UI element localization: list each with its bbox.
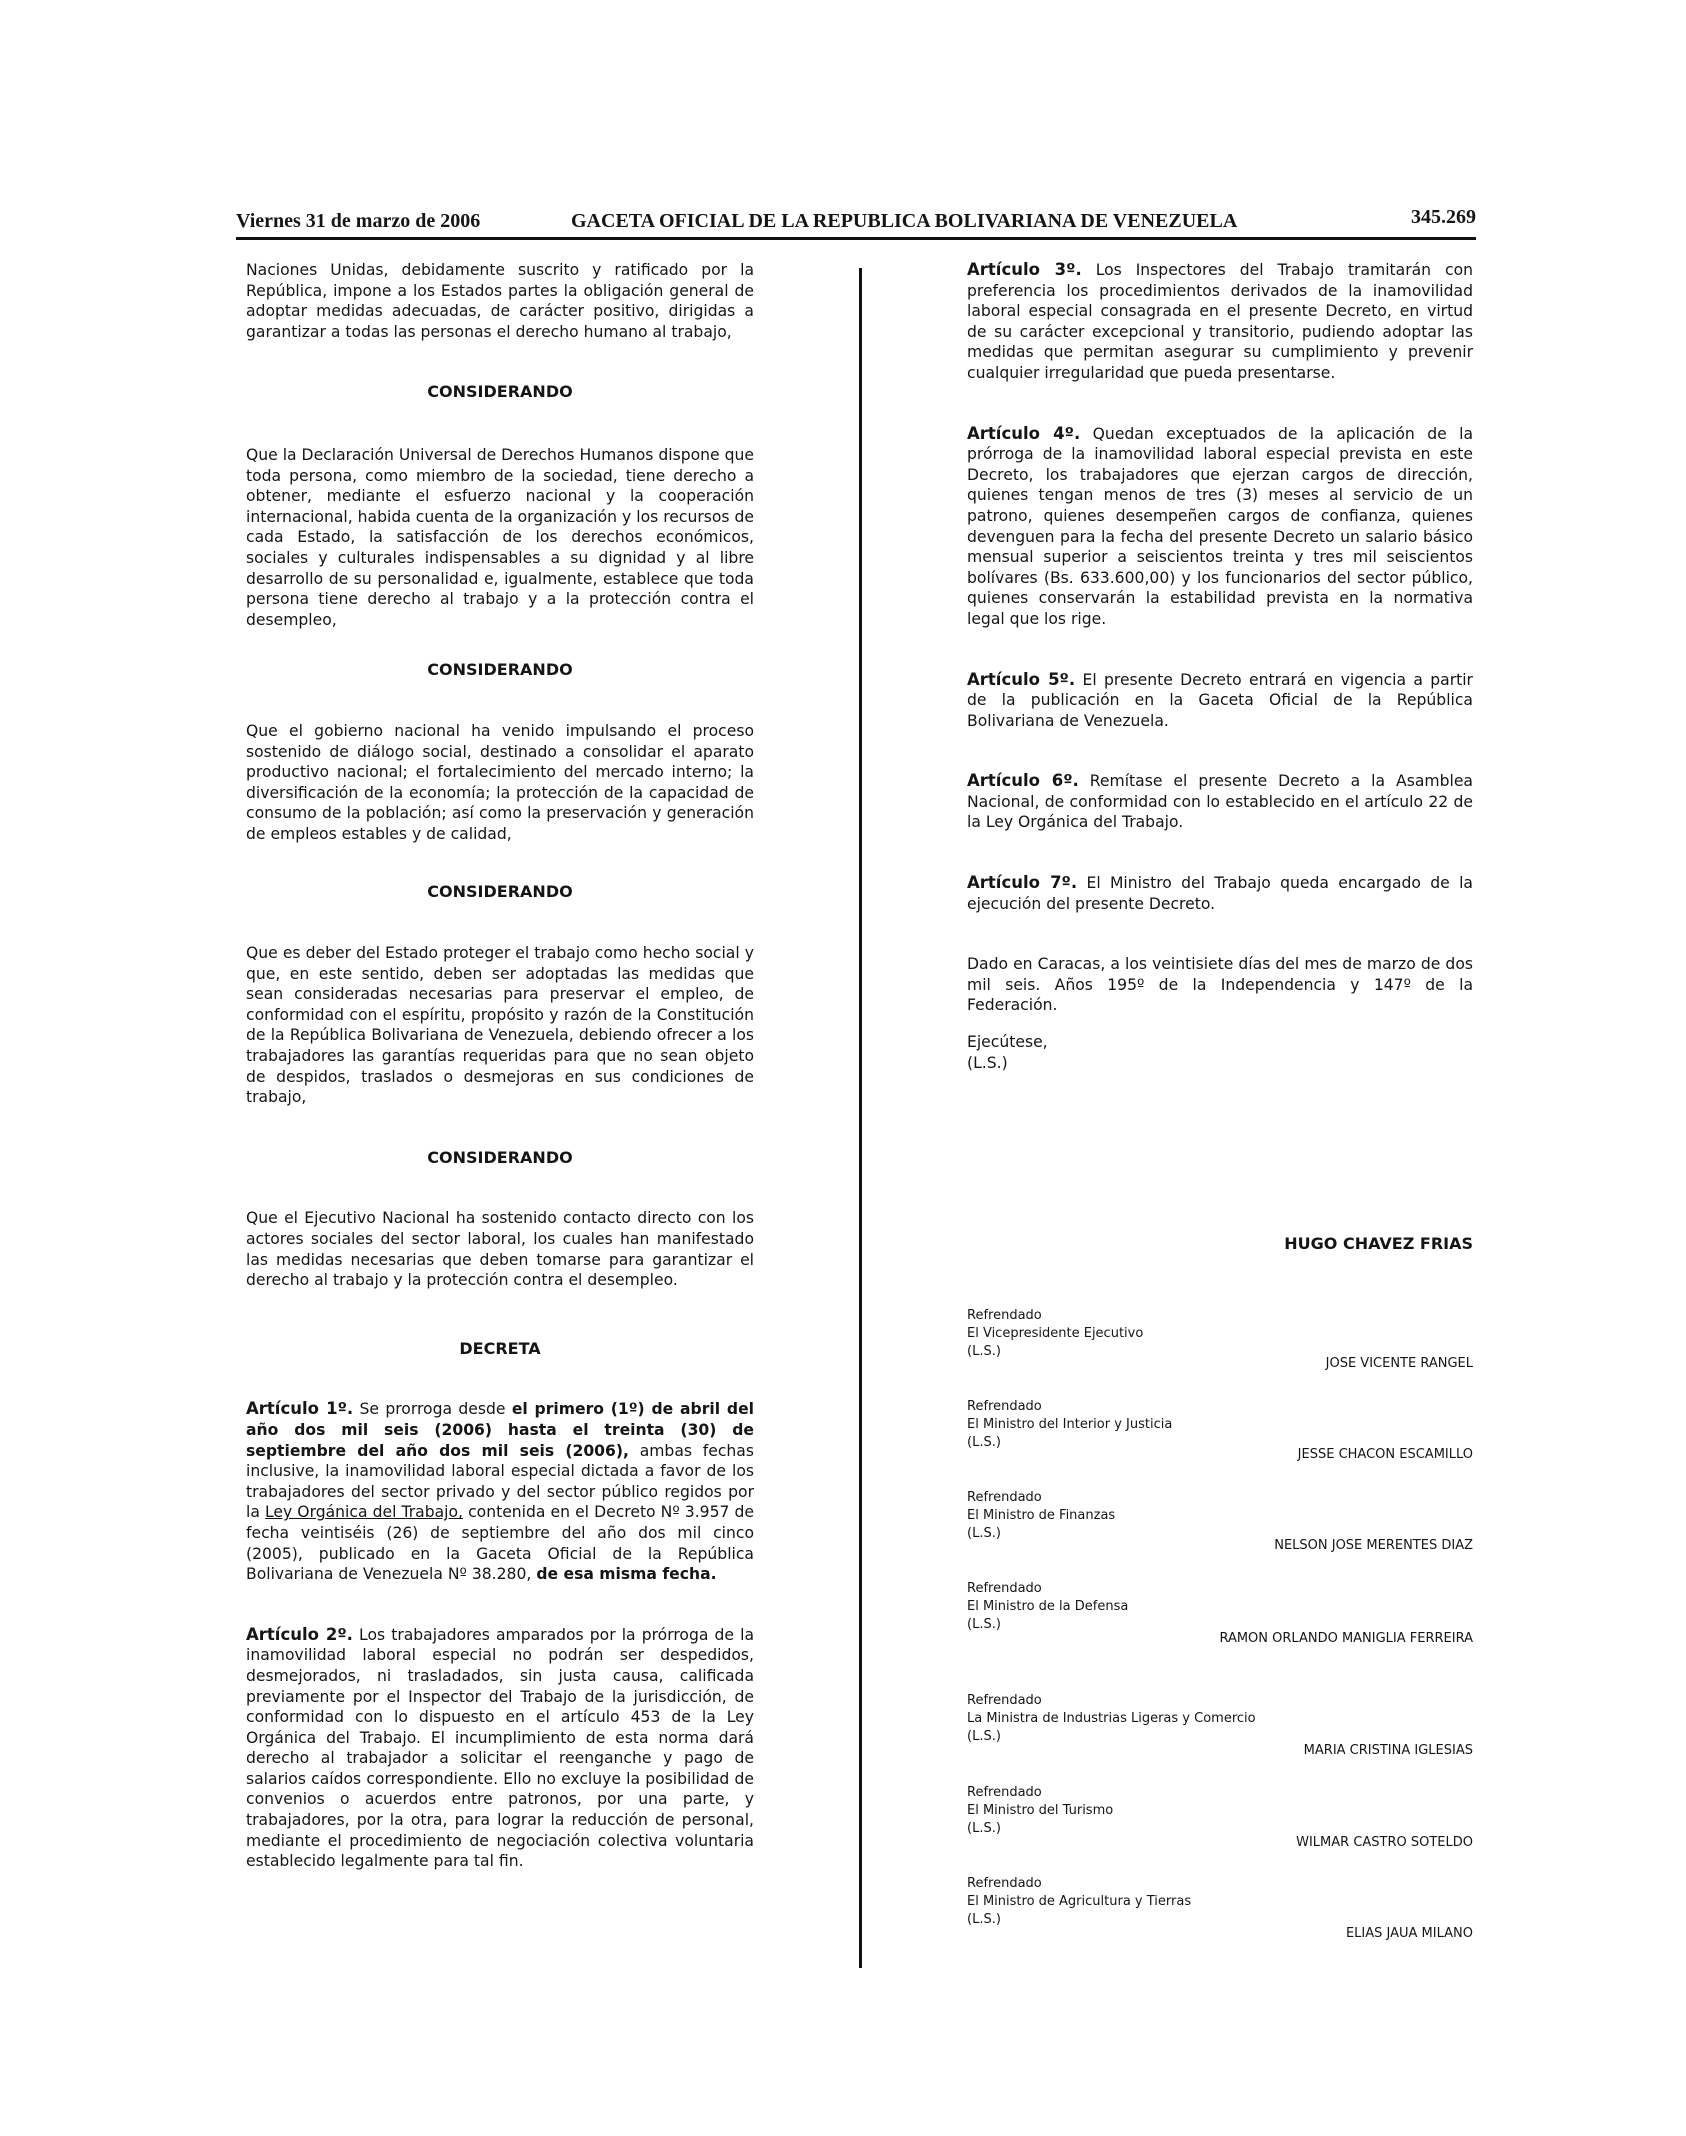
article-4-text: Quedan exceptuados de la aplicación de la prórroga de la inamovilidad laboral especial prevista en este Decreto, los trabajadores que ejerzan cargos de dirección, quienes tengan menos de tres (3) meses al servicio de un patrono, quienes desempeñen cargos de confianza, quienes devenguen para la fecha del presente Decreto un salario básico mensual superior a seiscientos treinta y tres mil seiscientos bolívares (Bs. 633.600,00) y los funcionarios del sector público, quienes conservarán la estabilidad prevista en la normativa legal que los rige. — [967, 424, 1473, 628]
left-column — [246, 260, 754, 1872]
signatory-ref: Refrendado — [967, 1399, 1042, 1414]
paragraph-intro: Naciones Unidas, debidamente suscrito y ratificado por la República, impone a los Estados partes la obligación general de adoptar medidas adecuadas, de carácter positivo, dirigidas a garantizar a todas las personas el derecho humano al trabajo, — [246, 261, 754, 341]
signatory-block — [967, 1692, 1473, 1756]
article-6-text: Remítase el presente Decreto a la Asamblea Nacional, de conformidad con lo establecido en el artículo 22 de la Ley Orgánica del Trabajo. — [967, 772, 1473, 832]
article-6-label: Artículo 6º. — [967, 771, 1079, 791]
signatory-office: El Ministro de Agricultura y Tierras — [967, 1894, 1192, 1909]
article-5-label: Artículo 5º. — [967, 669, 1076, 689]
signatory-office: El Ministro del Turismo — [967, 1803, 1114, 1818]
column-divider — [859, 268, 862, 1968]
article-7-label: Artículo 7º. — [967, 873, 1078, 893]
signatory-ls: (L.S.) — [967, 1821, 1001, 1836]
article-1-label: Artículo 1º. — [246, 1399, 354, 1419]
signatory-ref: Refrendado — [967, 1490, 1042, 1505]
article-1-text-b: ambas fechas inclusive, la inamovilidad laboral especial dictada a favor de los trabajadores del sector privado y del sector público regidos por la — [246, 1441, 754, 1522]
president-name: HUGO CHAVEZ FRIAS — [1284, 1234, 1473, 1253]
signatory-office: El Ministro de la Defensa — [967, 1599, 1129, 1614]
signatory-name: ELIAS JAUA MILANO — [1345, 1926, 1473, 1941]
article-1-law-ref: Ley Orgánica del Trabajo, — [264, 1503, 463, 1522]
heading-decreta: DECRETA — [459, 1338, 541, 1358]
heading-considerando-1: CONSIDERANDO — [427, 382, 573, 402]
signatory-ref: Refrendado — [967, 1693, 1042, 1708]
article-1 — [246, 1399, 754, 1584]
article-3-label: Artículo 3º. — [967, 260, 1082, 279]
signatory-office: El Ministro del Interior y Justicia — [967, 1417, 1173, 1432]
paragraph-considerando-1: Que la Declaración Universal de Derechos Humanos dispone que toda persona, como miembro de la sociedad, tiene derecho a obtener, mediante el esfuerzo nacional y la cooperación internacional, habida cuenta de la organización y los recursos de cada Estado, la satisfacción de los derechos económicos, sociales y culturales indispensables a su dignidad y al libre desarrollo de su personalidad e, igualmente, establece que toda persona tiene derecho al trabajo y a la protección contra el desempleo, — [246, 445, 754, 629]
signatory-block — [967, 1398, 1473, 1462]
article-1-text-c: contenida en el Decreto Nº 3.957 de fecha veintiséis (26) de septiembre del año dos mil cinco (2005), publicado en la Gaceta Oficial de la República Bolivariana de Venezuela Nº 38.280, — [246, 1503, 754, 1584]
article-6 — [967, 771, 1473, 833]
article-2-label: Artículo 2º. — [246, 1624, 353, 1644]
article-1-text-a: Se prorroga desde — [359, 1400, 506, 1419]
signatory-name: NELSON JOSE MERENTES DIAZ — [1274, 1538, 1473, 1553]
article-5-text: El presente Decreto entrará en vigencia a partir de la publicación en la Gaceta Oficial de la República Bolivariana de Venezuela. — [967, 670, 1473, 730]
article-4 — [967, 424, 1473, 630]
signatory-ref: Refrendado — [967, 1308, 1042, 1323]
signatory-ls: (L.S.) — [967, 1526, 1001, 1541]
signatory-ls: (L.S.) — [967, 1617, 1001, 1632]
signatory-ls: (L.S.) — [967, 1729, 1001, 1744]
page-number: 345.269 — [1411, 206, 1476, 228]
heading-considerando-2: CONSIDERANDO — [427, 660, 573, 680]
signatory-name: RAMON ORLANDO MANIGLIA FERREIRA — [1219, 1631, 1473, 1646]
paragraph-considerando-2: Que el gobierno nacional ha venido impulsando el proceso sostenido de diálogo social, destinado a consolidar el aparato productivo nacional; el fortalecimiento del mercado interno; la diversificación de la economía; la protección de la capacidad de consumo de la población; así como la preservación y generación de empleos estables y de calidad, — [246, 721, 754, 843]
signatory-ref: Refrendado — [967, 1785, 1042, 1800]
heading-considerando-4: CONSIDERANDO — [427, 1147, 573, 1167]
signatory-name: JOSE VICENTE RANGEL — [1325, 1356, 1473, 1371]
signatory-block — [967, 1580, 1473, 1644]
signatory-block — [967, 1307, 1473, 1371]
signatory-ref: Refrendado — [967, 1876, 1042, 1891]
signatory-ls: (L.S.) — [967, 1912, 1001, 1927]
article-1-dates: el primero (1º) de abril del año dos mil seis (2006) hasta el treinta (30) de septiembre del año dos mil seis (2006), — [246, 1400, 754, 1460]
article-3-text: Los Inspectores del Trabajo tramitarán con preferencia los procedimientos derivados de la inamovilidad laboral especial consagrada en el presente Decreto, en virtud de su carácter excepcional y transitorio, pudiendo adoptar las medidas que permitan asegurar su cumplimiento y prevenir cualquier irregularidad que pueda presentarse. — [967, 261, 1473, 382]
signatory-ls: (L.S.) — [967, 1435, 1001, 1450]
heading-considerando-3: CONSIDERANDO — [427, 882, 573, 902]
signatory-ls: (L.S.) — [967, 1344, 1001, 1359]
signatory-block — [967, 1875, 1473, 1939]
president-block — [967, 1235, 1473, 1259]
ejecutese-ls: (L.S.) — [967, 1053, 1008, 1072]
signatory-office: El Vicepresidente Ejecutivo — [967, 1326, 1144, 1341]
article-3 — [967, 260, 1473, 384]
signatory-block — [967, 1489, 1473, 1553]
header-date: Viernes 31 de marzo de 2006 — [236, 210, 481, 232]
header-title: GACETA OFICIAL DE LA REPUBLICA BOLIVARIANA DE VENEZUELA — [571, 210, 1238, 232]
article-1-end: de esa misma fecha. — [536, 1565, 717, 1584]
article-7-text: El Ministro del Trabajo queda encargado de la ejecución del presente Decreto. — [967, 874, 1473, 913]
signatory-office: La Ministra de Industrias Ligeras y Comercio — [967, 1711, 1256, 1726]
signatory-block — [967, 1784, 1473, 1848]
article-2-text: Los trabajadores amparados por la prórroga de la inamovilidad laboral especial no podrán ser despedidos, desmejorados, ni trasladados, sin justa causa, calificada previamente por el Inspector del Trabajo de la jurisdicción, de conformidad con lo dispuesto en el artículo 453 de la Ley Orgánica del Trabajo. El incumplimiento de esta norma dará derecho al trabajador a solicitar el reenganche y pago de salarios caídos correspondiente. Ello no excluye la posibilidad de convenios o acuerdos entre patronos, por una parte, y trabajadores, por la otra, para lograr la reducción de personal, mediante el procedimiento de negociación colectiva voluntaria establecido legalmente para tal fin. — [246, 1625, 754, 1871]
paragraph-considerando-3: Que es deber del Estado proteger el trabajo como hecho social y que, en este sentido, deben ser adoptadas las medidas que sean consideradas necesarias para preservar el empleo, de conformidad con el espíritu, propósito y razón de la Constitución de la República Bolivariana de Venezuela, debiendo ofrecer a los trabajadores las garantías requeridas para que no sean objeto de despidos, traslados o desmejoras en sus condiciones de trabajo, — [246, 944, 754, 1107]
article-7 — [967, 873, 1473, 914]
dado-en-caracas: Dado en Caracas, a los veintisiete días del mes de marzo de dos mil seis. Años 195º de la Independencia y 147º de la Federación. — [967, 955, 1473, 1015]
signatory-name: MARIA CRISTINA IGLESIAS — [1303, 1743, 1473, 1758]
signatory-name: WILMAR CASTRO SOTELDO — [1296, 1835, 1473, 1850]
signatory-office: El Ministro de Finanzas — [967, 1508, 1116, 1523]
page-header — [236, 206, 1476, 236]
article-2 — [246, 1625, 754, 1872]
signatory-name: JESSE CHACON ESCAMILLO — [1297, 1447, 1473, 1462]
article-5 — [967, 670, 1473, 732]
right-column — [967, 260, 1473, 1073]
ejecutese: Ejecútese, — [967, 1033, 1048, 1052]
header-rule — [236, 237, 1476, 240]
article-4-label: Artículo 4º. — [967, 423, 1081, 443]
paragraph-considerando-4: Que el Ejecutivo Nacional ha sostenido contacto directo con los actores sociales del sector laboral, los cuales han manifestado las medidas necesarias que deben tomarse para garantizar el derecho al trabajo y la protección contra el desempleo. — [246, 1209, 754, 1290]
signatory-ref: Refrendado — [967, 1581, 1042, 1596]
